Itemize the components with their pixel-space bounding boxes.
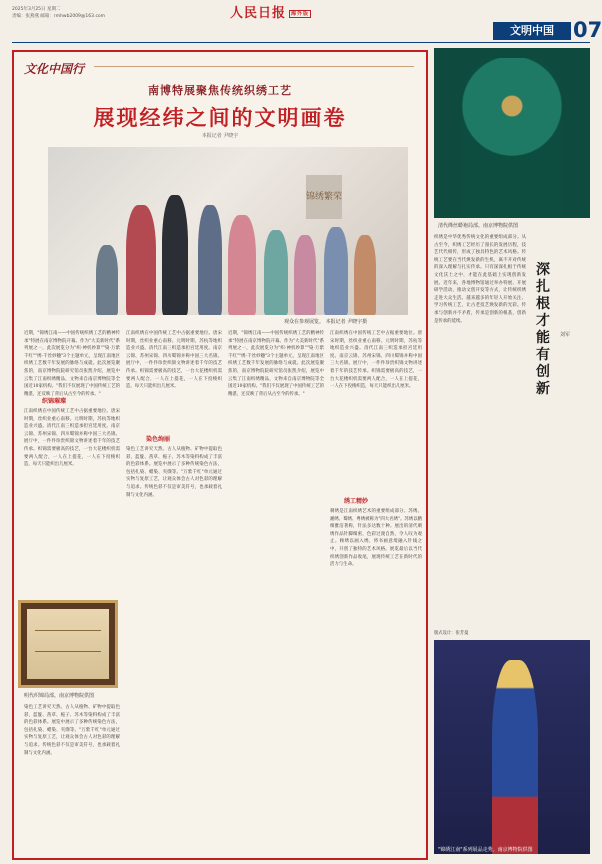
article-kicker: 南博特展聚焦传统织绣工艺 — [148, 84, 292, 97]
garment-figure — [324, 227, 348, 315]
exhibition-photo — [48, 147, 408, 315]
garment-figure — [162, 195, 188, 315]
garment-figure — [228, 215, 256, 315]
garment-figure — [198, 205, 222, 315]
column-brand: 文化中国行 — [24, 62, 85, 76]
masthead — [230, 2, 311, 21]
design-credit: 版式设计：张芳曼 — [434, 631, 469, 636]
article-column-5: 近期，"锦绣江南——中国传统织绣工艺的精神传承"特展在南京博物院开幕。作为"大美新时代"系列展之一，此次展览分为"织·神机妙算""染·万紫千红""绣·千丝妙穗"3个主题单元，呈现江南地区织绣工艺数千年发展的脉络与成就。此次展览聚焦的，南京博物院院研究馆员张凯介绍，展览中云集了江南织绣精品，文物来自南京博物院等全国近10家机构。"我们不仅展现了中国传统工艺的精湛，还反映了背后从古至今的传承。" — [228, 331, 324, 397]
edition-badge: 海外版 — [291, 11, 310, 17]
subhead-weaving: 织锦璀璨 — [42, 398, 67, 405]
robe-caption: 清代缂丝蟒袍局部。南京博物院供图 — [438, 223, 519, 229]
article-column-4: 染色工艺讲究天然。古人从植物、矿物中提取色彩，蓝靛、茜草、栀子、苏木等染料构成了丰富的色彩体系。展览中展示了多种传统染色方法，包括扎染、蜡染、夹缬等。"万紫千红"单元通过实物与复原工艺，让观众体会古人对色彩的理解与追求。传统色彩不仅是审美符号，也承载着礼制与文化内涵。 — [126, 447, 222, 498]
article-title: 展现经纬之间的文明画卷 — [93, 105, 347, 130]
dragon-robe-photo — [434, 48, 590, 218]
show-caption: "锦绣江南"系列展品走秀。南京博物院供图 — [438, 847, 533, 853]
garment-figure — [264, 230, 288, 315]
brocade-photo — [18, 600, 118, 688]
section-banner: 文明中国 — [493, 22, 571, 40]
commentary-text: 织绣是中华优秀传统文化的重要组成部分。从古至今，织绣工艺经历了漫长的发展历程，技艺代代相传，形成了独具特色的艺术风格。传统工艺要在当代焕发新的生机，离不开对传统的深入理解与扎实传承。只有深深扎根于传统文化沃土之中，才能在此基础上实现创新发展。近年来，各地博物馆通过举办特展、开展研学活动、推动文创开发等方式，让传统织绣走进大众生活。越来越多的年轻人开始关注、学习传统工艺，让古老技艺焕发新的光彩。传承与创新并不矛盾，传承是创新的根基，创新是传承的延续。 — [434, 235, 526, 324]
page-number: 07 — [573, 18, 602, 42]
header-meta — [12, 6, 105, 20]
article-column-2: 江南织绣在中国传统工艺中占据重要地位。唐宋时期，丝织业重心南移。元明时期，苏杭等地织造业兴盛。清代江南三织造承担宫廷用度。南京云锦、苏州宋锦、四川蜀锦并称中国三大名锦。展厅中，一件件珍贵织锦文物讲述着千年的技艺传承。织锦需要极高的技艺，一台大花楼织机需要两人配合，一人在上提花，一人在下投梭织造，每天只能织出几厘米。 — [24, 409, 120, 468]
fashion-show-photo — [434, 640, 590, 854]
figure2-caption: 明代织锦局部。南京博物院供图 — [24, 693, 95, 699]
brocade-fabric — [27, 609, 109, 679]
article-column-7: 刺绣是江南织绣艺术的重要组成部分。苏绣、湘绣、蜀绣、粤绣被称为"四大名绣"。苏绣以精细雅洁著称，针法多达数十种。展出的清代刺绣作品针脚细密，色彩过渡自然，令人叹为观止。顾绣以画入绣，将书画意境融入针线之中，开创了独特的艺术风格。展览最后以当代织绣创新作品收尾，展现传统工艺在新时代的活力与生命。 — [330, 509, 422, 568]
feature-panel — [12, 50, 428, 860]
garment-figure — [126, 205, 156, 315]
masthead-title: 人民日报 — [230, 6, 287, 21]
article-column-6: 江南织绣在中国传统工艺中占据重要地位。唐宋时期，丝织业重心南移。元明时期，苏杭等地织造业兴盛。清代江南三织造承担宫廷用度。南京云锦、苏州宋锦、四川蜀锦并称中国三大名锦。展厅中，一件件珍贵织锦文物讲述着千年的技艺传承。织锦需要极高的技艺，一台大花楼织机需要两人配合，一人在上提花，一人在下投梭织造，每天只能织出几厘米。 — [330, 331, 422, 390]
article-column-2b: 染色工艺讲究天然。古人从植物、矿物中提取色彩，蓝靛、茜草、栀子、苏木等染料构成了丰富的色彩体系。展览中展示了多种传统染色方法，包括扎染、蜡染、夹缬等。"万紫千红"单元通过实物与复原工艺，让观众体会古人对色彩的理解与追求。传统色彩不仅是审美符号，也承载着礼制与文化内涵。 — [24, 705, 120, 756]
article-byline: 本报记者 尹晓宇 — [201, 133, 239, 139]
issue-date: 2025年3月25日 星期二 — [12, 7, 61, 12]
subhead-embroidery: 绣工精妙 — [344, 498, 369, 505]
exhibition-sign: 锦绣繁荣 — [306, 175, 342, 219]
commentary-author: 刘军 — [560, 332, 571, 338]
header-rule — [12, 42, 590, 43]
article-column-1: 近期，"锦绣江南——中国传统织绣工艺的精神传承"特展在南京博物院开幕。作为"大美新时代"系列展之一，此次展览分为"织·神机妙算""染·万紫千红""绣·千丝妙穗"3个主题单元，呈现江南地区织绣工艺数千年发展的脉络与成就。此次展览聚焦的，南京博物院院研究馆员张凯介绍，展览中云集了江南织绣精品，文物来自南京博物院等全国近10家机构。"我们不仅展现了中国传统工艺的精湛，还反映了背后从古至今的传承。" — [24, 331, 120, 397]
photo-caption: 观众在参观展览。 本报记者 尹晓宇摄 — [284, 319, 368, 325]
garment-figure — [294, 235, 316, 315]
visitor-figure — [96, 245, 118, 315]
model-figure — [492, 660, 538, 854]
brand-rule — [94, 66, 414, 67]
editor-info: 责编：张燕燕 邮箱：rmhwb2009@163.com — [12, 14, 106, 19]
subhead-dyeing: 染色绚丽 — [146, 436, 171, 443]
robe-figure — [462, 58, 562, 218]
article-column-3: 江南织绣在中国传统工艺中占据重要地位。唐宋时期，丝织业重心南移。元明时期，苏杭等地织造业兴盛。清代江南三织造承担宫廷用度。南京云锦、苏州宋锦、四川蜀锦并称中国三大名锦。展厅中，一件件珍贵织锦文物讲述着千年的技艺传承。织锦需要极高的技艺，一台大花楼织机需要两人配合，一人在上提花，一人在下投梭织造，每天只能织出几厘米。 — [126, 331, 222, 390]
commentary-title: 深扎根才能有创新 — [536, 262, 550, 397]
garment-figure — [354, 235, 376, 315]
